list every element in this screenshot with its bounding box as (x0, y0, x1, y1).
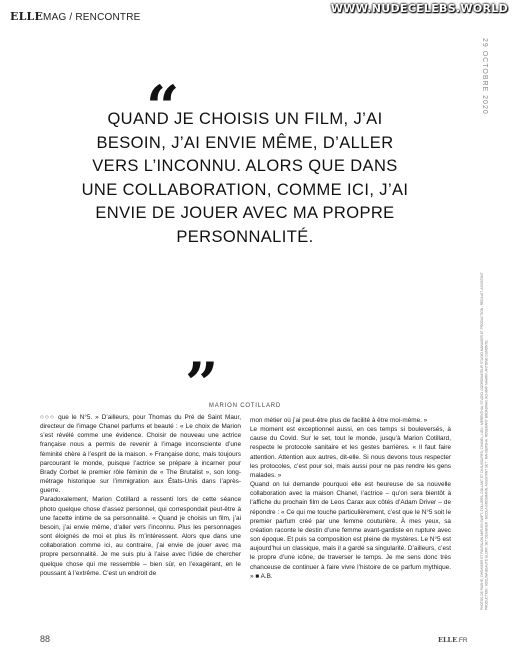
watermark: WWW.NUDECELEBS.WORLD (330, 2, 508, 15)
footer-brand (438, 636, 468, 644)
open-quote-mark: “ (146, 73, 180, 141)
pull-quote: QUAND JE CHOISIS UN FILM, J’AI BESOIN, J’AI ENVIE MÊME, D’ALLER VERS L’INCONNU. ALORS QUE DANS UNE COLLABORATION, COMME ICI, J’AI ENVIE DE JOUER AVEC MA PROPRE PERSONNALITÉ. (81, 110, 409, 246)
header-separator: / (69, 12, 73, 23)
page-number: 88 (40, 634, 51, 644)
close-quote-mark: ” (185, 350, 219, 418)
body-paragraph: Le moment est exceptionnel aussi, en ces temps si bouleversés, à cause du Covid. Sur le set, tout le monde, jusqu’à Marion Cotillard, respecte le protocole sanitaire et les gestes barrières. « Il faut faire attention. Attention aux autres, dit-elle. Si nous devons tous respecter les protocoles, c’est pour soi, mais aussi pour ne pas rendre les gens malades. » (250, 426, 451, 479)
header-subsection: RENCONTRE (75, 12, 141, 23)
header-section: MAG (43, 12, 67, 23)
body-paragraph: Paradoxalement, Marion Cotillard a ressenti lors de cette séance photo quelque chose d’assez personnel, qui correspondait peut-être à une facette intime de sa personnalité. « Quand je choisis un film, j’ai besoin, j’ai envie même, d’aller vers l’inconnu. Plus les personnages sont éloignés de moi et plus ils m’intéressent. Alors que dans une collaboration comme ici, au contraire, j’ai envie de jouer avec ma propre personnalité. Je me suis plu à l’aise avec l’idée de chercher quelque chose qui me ressemble – bien sûr, en l’exagérant, en le poussant à l’extrême. C’est un endroit de (40, 496, 241, 577)
magazine-header (10, 10, 141, 23)
body-column-right (250, 416, 451, 581)
header-brand: ELLE (10, 10, 44, 23)
photo-credits: PHOTOS DE RAGHE, CHEMISIER ET PANTALON AMPLES SWIFT, COLLIERS, COLLANT ET CHAUSSURES, CHANEL, LIEU : MERENTHAL STUDIO. COORDINATEUR STUDIO MANAGER ET PRODUCTION : RÉDA AIT. ASSISTANT PRODUCTION : ADELINA BEAUTÉ GLORY. SET DESIGNER : NICOLA GROSMANN. ASSISTANT SET : MAHSERSHA. ROSEMARY BROADWAY, ACHRAF MAARIF, ANTOINE DUMONTE. (480, 272, 489, 610)
body-paragraph: mon métier où j’ai peut-être plus de facilité à être moi-même. » (250, 417, 428, 424)
footer-brand-domain: .FR (457, 637, 468, 644)
quote-attribution: MARION COTILLARD (208, 403, 282, 409)
body-paragraph: ○○○ que le N°5. » D’ailleurs, pour Thomas du Pré de Saint Maur, directeur de l’image Chanel parfums et beauté : « Le choix de Marion s’est révélé comme une évidence. Choisir de nouveau une actrice française nous a permis de revenir à l’image inconsciente d’une féminité chère à l’esprit de la maison. » Française donc, mais toujours parcourant le monde, puisque l’actrice se prépare à incarner pour Brady Corbet le premier rôle féminin de « The Brutalist », son long-métrage historique sur l’immigration aux États-Unis dans l’après-guerre. (40, 414, 241, 495)
issue-date: 29 OCTOBRE 2020 (481, 38, 488, 115)
footer-brand-name: ELLE (438, 636, 458, 644)
body-paragraph: Quand on lui demande pourquoi elle est heureuse de sa nouvelle collaboration avec la maison Chanel, l’actrice – qu’on sera bientôt à l’affiche du prochain film de Leos Carax aux côtés d’Adam Driver – de répondre : « Ce qui me touche particulièrement, c’est que le N°5 soit le premier parfum créé par une femme couturière. À mes yeux, sa création raconte le destin d’une femme avant-gardiste en rupture avec son époque. Et puis sa composition est pleine de mystères. Le N°5 est aujourd’hui un classique, mais il a gardé sa singularité. D’ailleurs, c’est le propre d’une icône, de traverser le temps. Je me sens donc très chanceuse de continuer à faire vivre l’histoire de ce parfum mythique. » ■ A.B. (250, 481, 451, 580)
body-column-left (40, 413, 241, 578)
